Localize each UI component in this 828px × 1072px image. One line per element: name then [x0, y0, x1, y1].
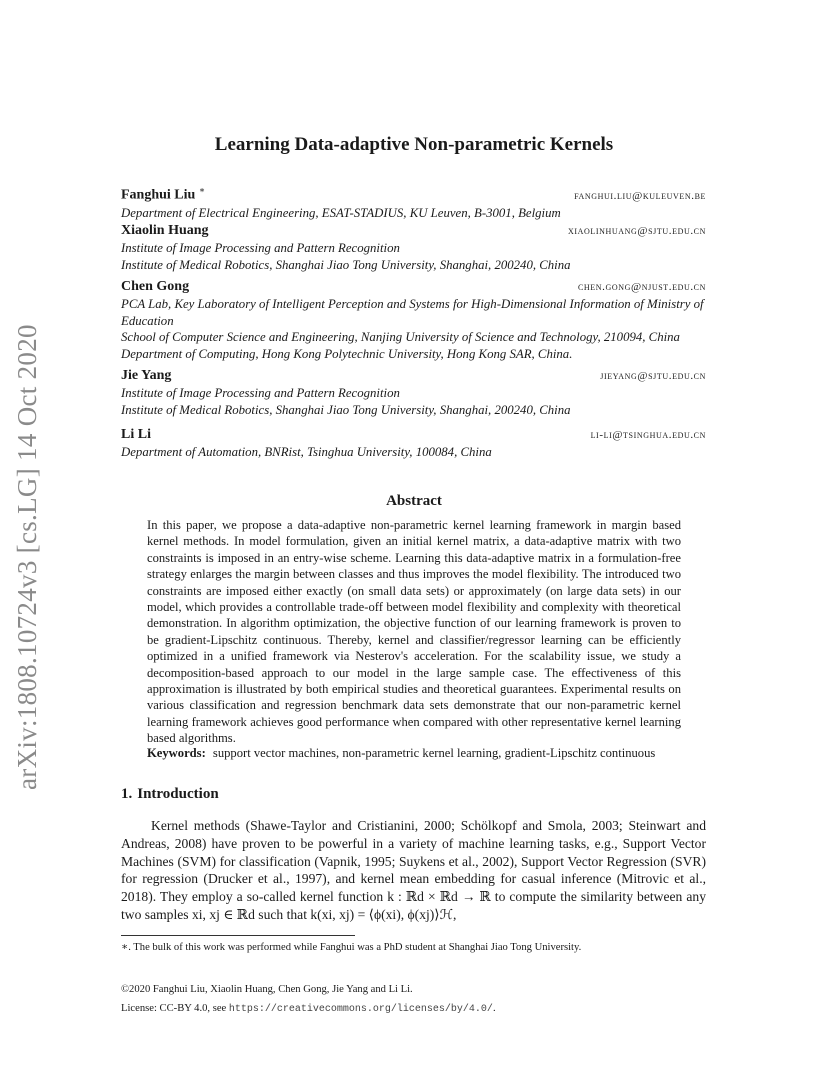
author-block — [121, 278, 706, 362]
author-email[interactable]: xiaolinhuang@sjtu.edu.cn — [567, 225, 706, 237]
keywords-label: Keywords: — [147, 746, 206, 760]
intro-paragraph: Kernel methods (Shawe-Taylor and Cristianini, 2000; Schölkopf and Smola, 2003; Steinwart and Andreas, 2008) have proven to be powerful in a variety of machine learning tasks, e.g., Support Vector Machines (SVM) for classification (Vapnik, 1995; Suykens et al., 2002), Support Vector Regression (SVR) for regression (Drucker et al., 1997), and kernel mean embedding for casual inference (Mitrovic et al., 2018). They employ a so-called kernel function k : ℝd × ℝd → ℝ to compute the similarity between any two samples xi, xj ∈ ℝd such that k(xi, xj) = ⟨ϕ(xi), ϕ(xj)⟩ℋ, — [121, 818, 706, 922]
author-name: Chen Gong — [121, 279, 190, 294]
author-affiliation: Institute of Image Processing and Pattern Recognition — [121, 241, 400, 255]
keywords-list: support vector machines, non-parametric kernel learning, gradient-Lipschitz continuous — [212, 746, 656, 760]
license-prefix: License: CC-BY 4.0, see — [121, 1003, 229, 1014]
license-line — [121, 1003, 496, 1015]
license-link[interactable]: https://creativecommons.org/licenses/by/4.0/ — [228, 1004, 493, 1015]
keywords — [147, 746, 692, 761]
section-heading — [121, 786, 219, 803]
author-affiliation: Institute of Medical Robotics, Shanghai Jiao Tong University, Shanghai, 200240, China — [121, 402, 571, 417]
author-email[interactable]: chen.gong@njust.edu.cn — [577, 281, 706, 293]
author-affiliation: School of Computer Science and Engineering, Nanjing University of Science and Technology, 210094, China — [121, 330, 680, 345]
author-name: Fanghui Liu — [121, 187, 196, 203]
copyright: ©2020 Fanghui Liu, Xiaolin Huang, Chen Gong, Jie Yang and Li Li. — [121, 984, 413, 995]
footnote-rule — [121, 935, 355, 936]
author-affiliation: Department of Computing, Hong Kong Polytechnic University, Hong Kong SAR, China. — [121, 346, 573, 361]
license-suffix: . — [492, 1003, 496, 1014]
author-affiliation: Department of Automation, BNRist, Tsinghua University, 100084, China — [121, 445, 492, 459]
paper-title: Learning Data-adaptive Non-parametric Kernels — [214, 134, 614, 155]
footnote-mark: ∗ — [198, 185, 205, 195]
author-affiliation: Department of Electrical Engineering, ESAT-STADIUS, KU Leuven, B-3001, Belgium — [121, 205, 561, 220]
author-block — [121, 367, 706, 418]
section-number: 1. — [121, 786, 133, 802]
author-affiliation: PCA Lab, Key Laboratory of Intelligent Perception and Systems for High-Dimensional Information of Ministry of Education — [121, 297, 704, 328]
author-name: Xiaolin Huang — [121, 223, 209, 238]
author-block — [121, 426, 706, 461]
author-name: Jie Yang — [121, 368, 172, 383]
author-email[interactable]: jieyang@sjtu.edu.cn — [600, 370, 706, 382]
author-email[interactable]: li-li@tsinghua.edu.cn — [590, 429, 706, 441]
intro-body — [121, 817, 706, 924]
author-affiliation: Institute of Medical Robotics, Shanghai Jiao Tong University, Shanghai, 200240, China — [121, 257, 571, 272]
arxiv-stamp: arXiv:1808.10724v3 [cs.LG] 14 Oct 2020 — [12, 324, 42, 790]
author-email[interactable]: fanghui.liu@kuleuven.be — [574, 189, 706, 202]
author-affiliation: Institute of Image Processing and Pattern Recognition — [121, 386, 400, 400]
author-block — [121, 182, 706, 221]
author-block — [121, 222, 706, 273]
footnote: ∗. The bulk of this work was performed while Fanghui was a PhD student at Shanghai Jiao Tong University. — [121, 942, 582, 953]
section-title: Introduction — [137, 786, 219, 802]
abstract-heading: Abstract — [386, 493, 442, 509]
author-name: Li Li — [121, 427, 151, 442]
abstract-text: In this paper, we propose a data-adaptive non-parametric kernel learning framework in margin based kernel methods. In model formulation, given an initial kernel matrix, a data-adaptive matrix with two constraints is imposed in an entry-wise scheme. Learning this data-adaptive matrix in a formulation-free strategy enlarges the margin between classes and thus improves the model flexibility. The introduced two constraints are imposed either exactly (on small data sets) or approximately (on large data sets) in our model, which provides a controllable trade-off between model flexibility and complexity with theoretical demonstration. In algorithm optimization, the objective function of our learning framework is proven to be gradient-Lipschitz continuous. Thereby, kernel and classifier/regressor learning can be efficiently optimized in a unified framework via Nesterov's acceleration. For the scalability issue, we study a decomposition-based approach to our model in the large sample case. The effectiveness of this approximation is illustrated by both empirical studies and theoretical guarantees. Experimental results on various classification and regression benchmark data sets demonstrate that our non-parametric kernel learning framework achieves good performance when compared with other representative kernel learning based algorithms. — [147, 518, 681, 746]
